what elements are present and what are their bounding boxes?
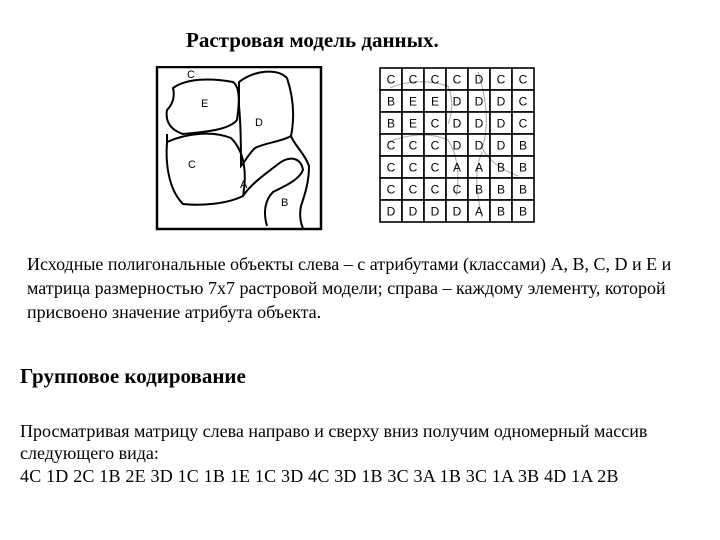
raster-cell-label: B [518,160,528,175]
raster-cell-label: B [518,138,528,153]
raster-cell-label: C [518,72,528,87]
raster-cell-label: E [430,94,440,109]
raster-cell-label: A [474,204,484,219]
raster-cell-label: C [496,72,506,87]
raster-cell-label: C [408,138,418,153]
poly-label-a: A [240,179,248,191]
raster-cell-label: D [474,116,484,131]
raster-cell-label: D [408,204,418,219]
raster-cell-label: D [474,72,484,87]
raster-cell-label: D [430,204,440,219]
encoded-sequence: 4C 1D 2C 1B 2E 3D 1C 1B 1E 1C 3D 4C 3D 1B 3C 3A 1B 3C 1A 3B 4D 1A 2B [20,466,619,486]
raster-cell-label: D [474,94,484,109]
raster-cell-label: B [474,182,484,197]
raster-cell-label: B [518,204,528,219]
poly-label-b: B [281,197,289,209]
raster-cell-label: C [430,160,440,175]
page-title: Растровая модель данных. [186,28,439,52]
raster-cell-label: B [496,182,506,197]
polygon-map [155,66,323,232]
raster-cell-label: C [518,94,528,109]
raster-cell-label: A [452,160,462,175]
raster-cell-label: C [386,160,396,175]
poly-label-c-lower: C [188,159,196,171]
raster-cell-label: C [408,72,418,87]
raster-grid [378,66,538,226]
raster-cell-label: C [452,182,462,197]
poly-label-d: D [255,117,263,129]
raster-cell-label: C [408,160,418,175]
raster-cell-label: D [452,204,462,219]
raster-cell-label: C [452,72,462,87]
raster-cell-label: E [408,94,418,109]
raster-cell-label: B [496,204,506,219]
raster-cell-label: A [474,160,484,175]
raster-cell-label: C [430,138,440,153]
raster-cell-label: D [496,138,506,153]
raster-cell-label: D [452,138,462,153]
raster-cell-label: B [518,182,528,197]
raster-cell-label: B [496,160,506,175]
section-text: Просматривая матрицу слева направо и сверху вниз получим одномерный массив следующего вида: [20,421,648,463]
raster-cell-label: B [386,116,396,131]
raster-cell-label: C [386,138,396,153]
poly-label-e: E [201,98,209,110]
raster-cell-label: D [386,204,396,219]
raster-cell-label: C [518,116,528,131]
raster-cell-label: D [452,116,462,131]
raster-cell-label: E [408,116,418,131]
raster-cell-label: D [452,94,462,109]
raster-cell-label: C [430,182,440,197]
description-text: Исходные полигональные объекты слева – с атрибутами (классами) A, B, C, D и E и матрица размерностью 7х7 растровой модели; справа – каждому элементу, которой присвоено значение атрибута объекта. [27,254,672,322]
raster-cell-label: D [496,116,506,131]
raster-cell-label: D [496,94,506,109]
raster-cell-label: D [474,138,484,153]
raster-cell-label: C [386,72,396,87]
section-title: Групповое кодирование [20,364,246,388]
raster-cell-label: C [386,182,396,197]
raster-cell-label: C [408,182,418,197]
raster-cell-label: C [430,116,440,131]
poly-label-c-top: C [187,69,195,81]
raster-cell-label: C [430,72,440,87]
raster-cell-label: B [386,94,396,109]
